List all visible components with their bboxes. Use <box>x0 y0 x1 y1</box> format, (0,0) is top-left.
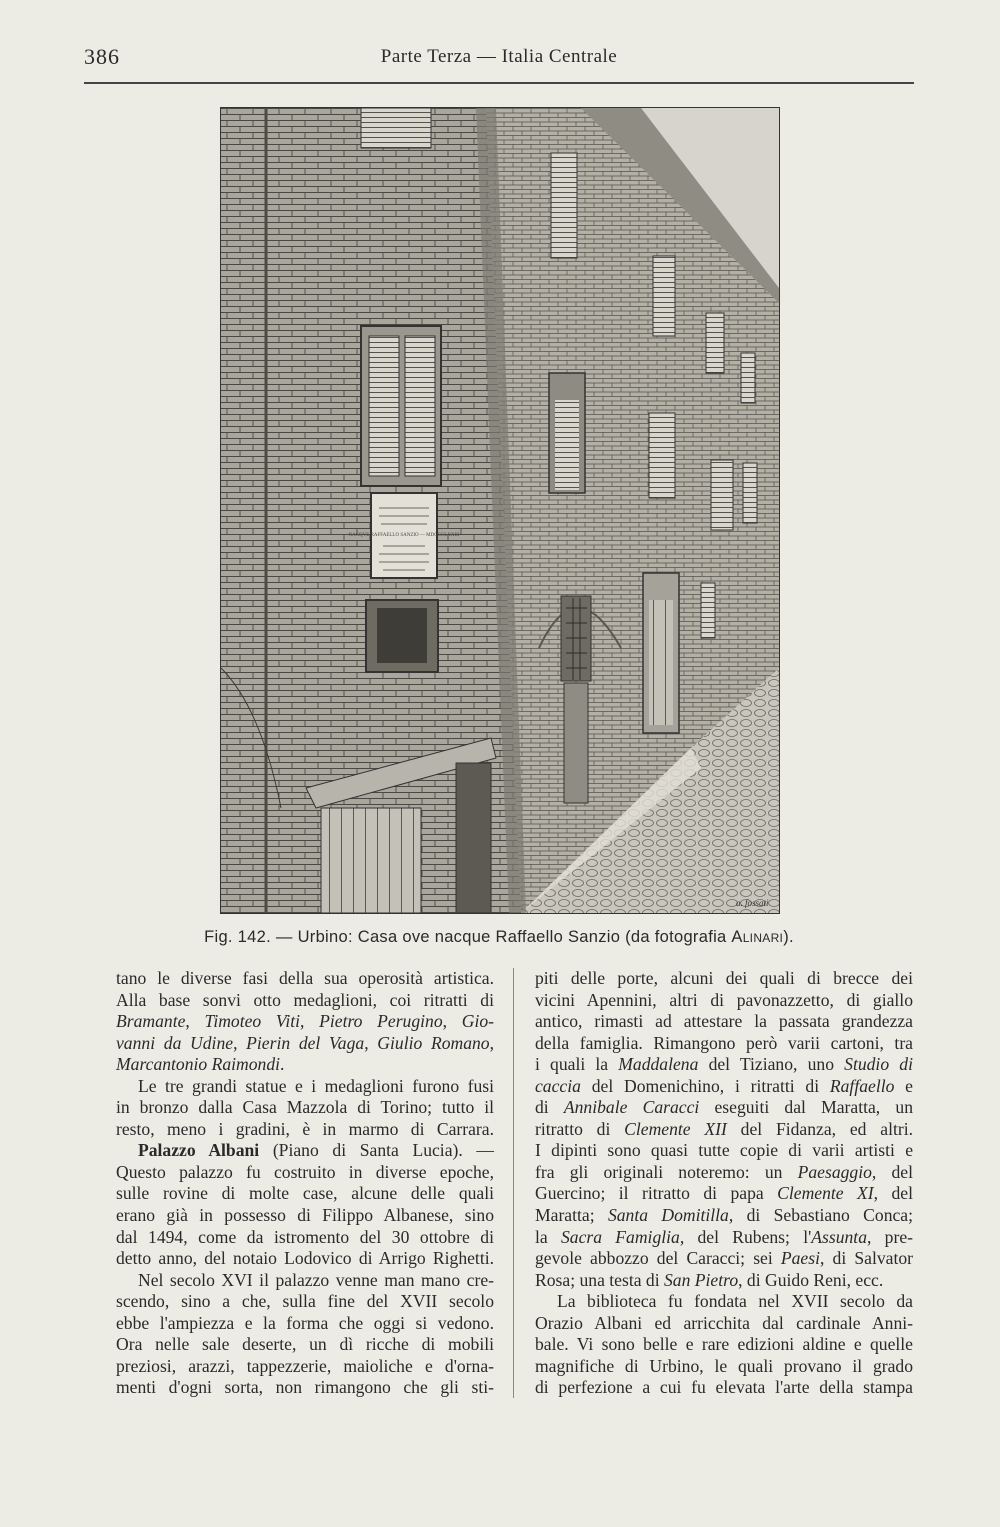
text-line: di Annibale Caracci eseguiti dal Maratta, un <box>535 1097 913 1118</box>
text-line: piti delle porte, alcuni dei quali di brecce dei <box>535 968 913 988</box>
text-line: magnifiche di Urbino, le quali provano il grado <box>535 1355 913 1376</box>
text-line: La biblioteca fu fondata nel XVII secolo da <box>557 1291 913 1312</box>
figure-caption <box>84 928 914 947</box>
text-line: vicini Apennini, altri di pavonazzetto, di giallo <box>535 989 913 1010</box>
caption-credit: Alinari <box>731 928 784 946</box>
text-line: Rosa; una testa di San Pietro, di Guido Reni, ecc. <box>535 1269 884 1290</box>
text-line: caccia del Domenichino, i ritratti di Raffaello e <box>535 1075 913 1096</box>
text-line: di perfezione a cui fu elevata l'arte della stampa <box>535 1377 913 1398</box>
text-line: detto anno, del notaio Lodovico di Arrigo Righetti. <box>116 1248 494 1269</box>
text-line: Palazzo Albani (Piano di Santa Lucia). — <box>138 1140 494 1161</box>
figure-engraving-casa-raffaello <box>220 107 780 914</box>
text-line: menti d'ogni sorta, non rimangono che gli sti- <box>116 1377 494 1398</box>
text-line: Orazio Albani ed arricchita dal cardinale Anni- <box>535 1312 913 1333</box>
plaque-text: NACQVE RAFFAELLO SANZIO — MDCCCLXXIII <box>348 533 460 538</box>
text-line: dal 1494, come da istromento del 30 ottobre di <box>116 1226 494 1247</box>
text-line: Le tre grandi statue e i medaglioni furono fusi <box>138 1075 494 1096</box>
text-line: Alla base sonvi otto medaglioni, coi ritratti di <box>116 989 494 1010</box>
text-line: Nel secolo XVI il palazzo venne man mano cre- <box>138 1269 494 1290</box>
text-line: ritratto di Clemente XII del Fidanza, ed altri. <box>535 1118 913 1139</box>
text-line: in bronzo dalla Casa Mazzola di Torino; tutto il <box>116 1097 494 1118</box>
header-rule <box>84 82 914 84</box>
artist-signature: a. fossati <box>736 898 769 908</box>
text-line: preziosi, arazzi, tappezzerie, maioliche e d'orna- <box>116 1355 494 1376</box>
text-line: Bramante, Timoteo Viti, Pietro Perugino, Gio- <box>116 1011 494 1032</box>
text-line: della famiglia. Rimangono però varii cartoni, tra <box>535 1032 913 1053</box>
text-line: scendo, sino a che, sulla fine del XVII secolo <box>116 1291 494 1312</box>
page-header <box>84 44 914 74</box>
text-line: gevole abbozzo del Caracci; sei Paesi, di Salvator <box>535 1248 913 1269</box>
text-line: Guercino; il ritratto di papa Clemente XI, del <box>535 1183 913 1204</box>
text-line: sulle rovine di molte case, alcune delle quali <box>116 1183 494 1204</box>
text-line: vanni da Udine, Pierin del Vaga, Giulio Romano, <box>116 1032 494 1053</box>
text-line: fra gli originali noteremo: un Paesaggio, del <box>535 1161 913 1182</box>
page-number: 386 <box>84 44 120 69</box>
text-line: Marcantonio Raimondi. <box>116 1054 285 1075</box>
text-line: bale. Vi sono belle e rare edizioni aldine e quelle <box>535 1334 913 1355</box>
text-column-right <box>535 968 913 1399</box>
text-line: erano già in possesso di Filippo Albanese, sino <box>116 1205 494 1226</box>
text-line: Maratta; Santa Domitilla, di Sebastiano Conca; <box>535 1205 914 1226</box>
text-line: tano le diverse fasi della sua operosità artistica. <box>116 968 494 988</box>
text-line: la Sacra Famiglia, del Rubens; l'Assunta, pre- <box>535 1226 913 1247</box>
text-column-left <box>116 968 494 1399</box>
text-line: Ora nelle sale deserte, un dì ricche di mobili <box>116 1334 494 1355</box>
text-line: Questo palazzo fu costruito in diverse epoche, <box>116 1161 494 1182</box>
running-title: Parte Terza — Italia Centrale <box>380 46 618 67</box>
column-divider <box>513 968 514 1398</box>
caption-end: ). <box>783 928 794 946</box>
text-line: I dipinti sono quasi tutte copie di varii artisti e <box>535 1140 913 1161</box>
text-line: resto, meno i gradini, è in marmo di Carrara. <box>116 1118 494 1139</box>
caption-main: Fig. 142. — Urbino: Casa ove nacque Raffaello Sanzio (da fotografia <box>204 928 732 946</box>
text-line: ebbe l'ampiezza e la forma che oggi si vedono. <box>116 1312 494 1333</box>
text-line: i quali la Maddalena del Tiziano, uno Studio di <box>535 1054 913 1075</box>
text-line: antico, rimasti ad attestare la passata grandezza <box>535 1011 913 1032</box>
